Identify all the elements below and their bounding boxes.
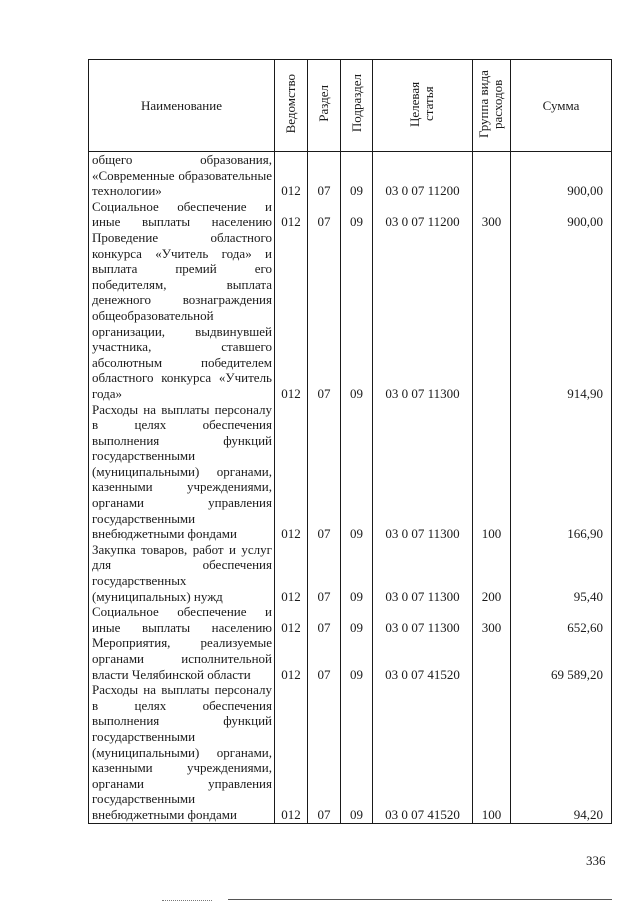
table-row [89, 402, 612, 542]
header-razdel: Раздел [308, 60, 341, 152]
bottom-rule [228, 899, 612, 900]
header-summa: Сумма [511, 60, 612, 152]
row-vedomstvo: 012 [275, 604, 308, 635]
row-vedomstvo: 012 [275, 635, 308, 682]
row-gruppa [473, 152, 511, 199]
row-vedomstvo: 012 [275, 542, 308, 604]
table-row [89, 152, 612, 199]
row-gruppa: 300 [473, 199, 511, 230]
row-gruppa: 100 [473, 682, 511, 823]
row-name: Мероприятия, реализуемые органами исполнительной власти Челябинской области [89, 635, 275, 682]
row-name: Расходы на выплаты персоналу в целях обеспечения выполнения функций государственными (муниципальными) органами, казенными учреждениями, органами управления государственными внебюджетными фондами [89, 682, 275, 823]
row-vedomstvo: 012 [275, 682, 308, 823]
table-row [89, 199, 612, 230]
row-gruppa [473, 230, 511, 402]
table-header [89, 60, 612, 152]
row-celevaya: 03 0 07 11300 [373, 402, 473, 542]
row-gruppa: 100 [473, 402, 511, 542]
row-summa: 652,60 [511, 604, 612, 635]
header-podrazdel: Подраздел [341, 60, 373, 152]
row-name: Социальное обеспечение и иные выплаты населению [89, 604, 275, 635]
row-name: Проведение областного конкурса «Учитель года» и выплата премий его победителям, выплата денежного вознаграждения общеобразовательной организации, выдвинувшей участника, ставшего абсолютным победителем областного конкурса «Учитель года» [89, 230, 275, 402]
row-gruppa [473, 635, 511, 682]
row-summa: 914,90 [511, 230, 612, 402]
header-gruppa: Группа вида расходов [473, 60, 511, 152]
row-celevaya: 03 0 07 11300 [373, 604, 473, 635]
row-summa: 94,20 [511, 682, 612, 823]
row-vedomstvo: 012 [275, 230, 308, 402]
table-row [89, 635, 612, 682]
row-name: общего образования, «Современные образовательные технологии» [89, 152, 275, 199]
header-name: Наименование [89, 60, 275, 152]
row-podrazdel: 09 [341, 635, 373, 682]
table-row [89, 682, 612, 823]
row-podrazdel: 09 [341, 604, 373, 635]
row-summa: 900,00 [511, 152, 612, 199]
row-celevaya: 03 0 07 11300 [373, 230, 473, 402]
row-vedomstvo: 012 [275, 199, 308, 230]
row-razdel: 07 [308, 542, 341, 604]
scan-artifact-dots [162, 900, 212, 901]
row-podrazdel: 09 [341, 199, 373, 230]
row-celevaya: 03 0 07 41520 [373, 635, 473, 682]
row-celevaya: 03 0 07 41520 [373, 682, 473, 823]
table-body [89, 152, 612, 824]
row-name: Расходы на выплаты персоналу в целях обеспечения выполнения функций государственными (муниципальными) органами, казенными учреждениями, органами управления государственными внебюджетными фондами [89, 402, 275, 542]
row-summa: 900,00 [511, 199, 612, 230]
row-gruppa: 300 [473, 604, 511, 635]
row-razdel: 07 [308, 635, 341, 682]
row-razdel: 07 [308, 402, 341, 542]
row-razdel: 07 [308, 682, 341, 823]
table-row [89, 542, 612, 604]
row-name: Социальное обеспечение и иные выплаты населению [89, 199, 275, 230]
row-razdel: 07 [308, 199, 341, 230]
row-razdel: 07 [308, 152, 341, 199]
row-razdel: 07 [308, 230, 341, 402]
table-row [89, 604, 612, 635]
row-vedomstvo: 012 [275, 402, 308, 542]
header-vedomstvo: Ведомство [275, 60, 308, 152]
row-summa: 166,90 [511, 402, 612, 542]
row-vedomstvo: 012 [275, 152, 308, 199]
page-number: 336 [586, 853, 606, 868]
row-razdel: 07 [308, 604, 341, 635]
row-summa: 69 589,20 [511, 635, 612, 682]
header-celevaya: Целевая статья [373, 60, 473, 152]
row-podrazdel: 09 [341, 230, 373, 402]
row-name: Закупка товаров, работ и услуг для обеспечения государственных (муниципальных) нужд [89, 542, 275, 604]
row-podrazdel: 09 [341, 682, 373, 823]
row-gruppa: 200 [473, 542, 511, 604]
table-row [89, 230, 612, 402]
row-podrazdel: 09 [341, 152, 373, 199]
row-celevaya: 03 0 07 11200 [373, 199, 473, 230]
row-celevaya: 03 0 07 11300 [373, 542, 473, 604]
row-summa: 95,40 [511, 542, 612, 604]
budget-table [88, 59, 612, 824]
row-celevaya: 03 0 07 11200 [373, 152, 473, 199]
row-podrazdel: 09 [341, 402, 373, 542]
row-podrazdel: 09 [341, 542, 373, 604]
